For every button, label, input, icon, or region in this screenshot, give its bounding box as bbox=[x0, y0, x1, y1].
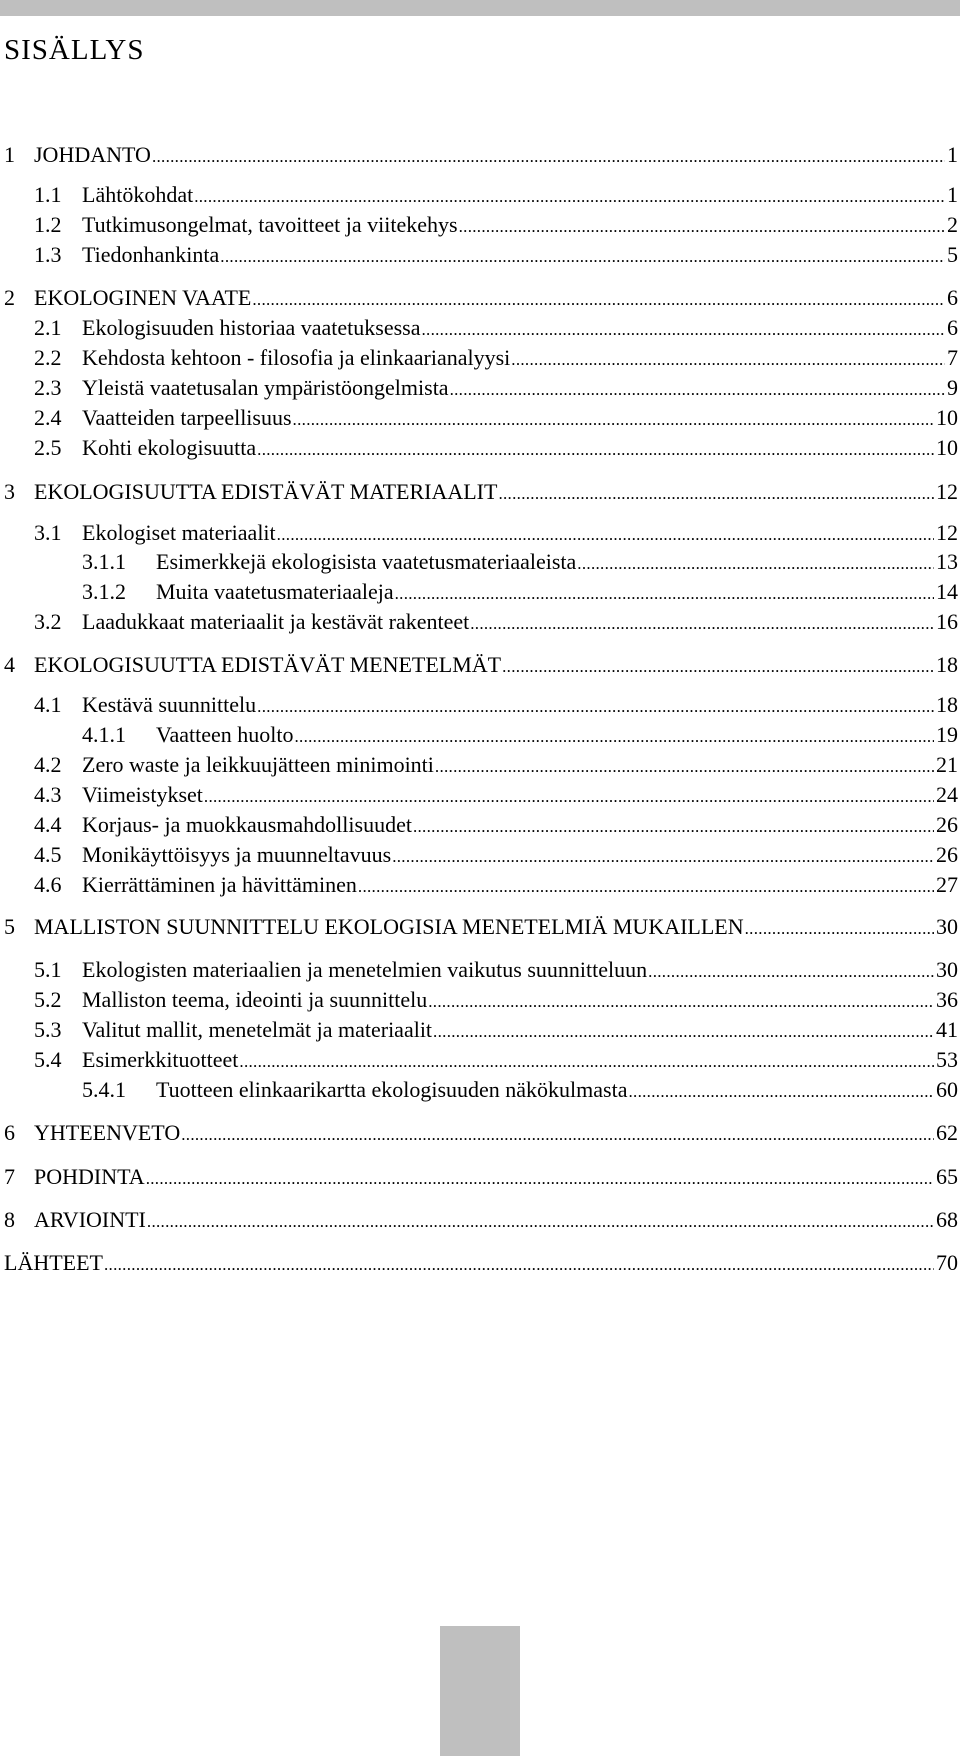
toc-entry-number: 1.1 bbox=[34, 182, 62, 207]
toc-entry[interactable] bbox=[4, 1118, 958, 1148]
toc-entry-page-number: 13 bbox=[936, 549, 958, 574]
toc-entry-page-number: 60 bbox=[936, 1077, 958, 1102]
toc-entry[interactable] bbox=[4, 1162, 958, 1192]
toc-entry-page-number: 1 bbox=[947, 142, 958, 167]
toc-entry[interactable] bbox=[4, 477, 958, 507]
toc-entry-number: 4.1 bbox=[34, 692, 62, 717]
toc-entry-label: Korjaus- ja muokkausmahdollisuudet bbox=[82, 812, 412, 837]
toc-entry-number: 3.1 bbox=[34, 520, 62, 545]
toc-entry[interactable] bbox=[34, 985, 958, 1015]
toc-entry-label: MALLISTON SUUNNITTELU EKOLOGISIA MENETELMIÄ MUKAILLEN bbox=[34, 914, 744, 939]
toc-entry[interactable] bbox=[4, 140, 958, 170]
toc-entry-page-number: 1 bbox=[947, 182, 958, 207]
toc-entry-page-number: 5 bbox=[947, 242, 958, 267]
toc-entry-page-number: 30 bbox=[936, 957, 958, 982]
toc-dot-leader bbox=[358, 872, 934, 902]
toc-entry-label: Kehdosta kehtoon - filosofia ja elinkaarianalyysi bbox=[82, 345, 511, 370]
toc-entry-number: 7 bbox=[4, 1164, 15, 1189]
toc-entry[interactable] bbox=[34, 1045, 958, 1075]
toc-entry-page-number: 9 bbox=[947, 375, 958, 400]
toc-entry[interactable] bbox=[4, 650, 958, 680]
toc-entry-label: Tuotteen elinkaarikartta ekologisuuden näkökulmasta bbox=[156, 1077, 628, 1102]
toc-entry-page-number: 70 bbox=[936, 1250, 958, 1275]
toc-dot-leader bbox=[577, 549, 934, 579]
toc-dot-leader bbox=[421, 315, 945, 345]
toc-entry-number: 8 bbox=[4, 1207, 15, 1232]
toc-entry-number: 5.1 bbox=[34, 957, 62, 982]
toc-entry[interactable] bbox=[34, 240, 958, 270]
toc-entry[interactable] bbox=[82, 547, 958, 577]
toc-entry-label: EKOLOGISUUTTA EDISTÄVÄT MATERIAALIT bbox=[34, 479, 498, 504]
toc-entry-page-number: 27 bbox=[936, 872, 958, 897]
toc-entry[interactable] bbox=[82, 720, 958, 750]
toc-entry-number: 2.4 bbox=[34, 405, 62, 430]
toc-entry[interactable] bbox=[34, 433, 958, 463]
toc-entry[interactable] bbox=[34, 210, 958, 240]
toc-entry-label: Ekologiset materiaalit bbox=[82, 520, 276, 545]
toc-dot-leader bbox=[239, 1047, 934, 1077]
page-title: SISÄLLYS bbox=[4, 34, 145, 66]
toc-dot-leader bbox=[433, 1017, 934, 1047]
toc-entry[interactable] bbox=[34, 750, 958, 780]
toc-entry[interactable] bbox=[34, 518, 958, 548]
toc-dot-leader bbox=[252, 285, 945, 315]
toc-entry-number: 4.6 bbox=[34, 872, 62, 897]
toc-dot-leader bbox=[294, 722, 934, 752]
toc-dot-leader bbox=[502, 652, 934, 682]
toc-entry[interactable] bbox=[4, 283, 958, 313]
toc-dot-leader bbox=[413, 812, 934, 842]
toc-entry-number: 5.2 bbox=[34, 987, 62, 1012]
toc-entry[interactable] bbox=[34, 313, 958, 343]
toc-entry-number: 4.4 bbox=[34, 812, 62, 837]
toc-entry-label: Ekologisten materiaalien ja menetelmien vaikutus suunnitteluun bbox=[82, 957, 648, 982]
toc-entry[interactable] bbox=[34, 343, 958, 373]
page-footer-block bbox=[440, 1626, 520, 1756]
toc-entry-number: 4.3 bbox=[34, 782, 62, 807]
toc-dot-leader bbox=[194, 182, 945, 212]
toc-entry[interactable] bbox=[34, 607, 958, 637]
toc-entry-page-number: 2 bbox=[947, 212, 958, 237]
toc-entry-label: Kohti ekologisuutta bbox=[82, 435, 257, 460]
toc-entry-label: JOHDANTO bbox=[34, 142, 151, 167]
toc-entry-page-number: 18 bbox=[936, 652, 958, 677]
toc-entry-page-number: 12 bbox=[936, 520, 958, 545]
toc-dot-leader bbox=[745, 914, 934, 944]
toc-entry-label: Esimerkkituotteet bbox=[82, 1047, 239, 1072]
toc-entry-number: 2.1 bbox=[34, 315, 62, 340]
toc-entry[interactable] bbox=[34, 1015, 958, 1045]
toc-entry-number: 6 bbox=[4, 1120, 15, 1145]
toc-dot-leader bbox=[277, 520, 934, 550]
toc-entry-number: 5.4.1 bbox=[82, 1077, 126, 1102]
toc-entry-page-number: 62 bbox=[936, 1120, 958, 1145]
toc-entry-label: Lähtökohdat bbox=[82, 182, 194, 207]
toc-dot-leader bbox=[146, 1164, 934, 1194]
toc-dot-leader bbox=[147, 1207, 934, 1237]
toc-entry-number: 5 bbox=[4, 914, 15, 939]
toc-dot-leader bbox=[511, 345, 945, 375]
toc-dot-leader bbox=[435, 752, 934, 782]
toc-dot-leader bbox=[498, 479, 934, 509]
toc-entry[interactable] bbox=[34, 870, 958, 900]
toc-entry-number: 2 bbox=[4, 285, 15, 310]
toc-entry[interactable] bbox=[34, 810, 958, 840]
toc-entry-label: Esimerkkejä ekologisista vaatetusmateriaaleista bbox=[156, 549, 577, 574]
toc-entry-number: 2.3 bbox=[34, 375, 62, 400]
toc-entry-number: 1 bbox=[4, 142, 15, 167]
toc-entry-number: 4.1.1 bbox=[82, 722, 126, 747]
toc-dot-leader bbox=[293, 405, 934, 435]
toc-entry-page-number: 10 bbox=[936, 405, 958, 430]
toc-entry[interactable] bbox=[34, 403, 958, 433]
toc-entry-number: 4 bbox=[4, 652, 15, 677]
toc-dot-leader bbox=[220, 242, 945, 272]
toc-entry-page-number: 10 bbox=[936, 435, 958, 460]
toc-entry[interactable] bbox=[34, 180, 958, 210]
toc-entry-label: Muita vaatetusmateriaaleja bbox=[156, 579, 394, 604]
toc-dot-leader bbox=[257, 435, 934, 465]
toc-dot-leader bbox=[152, 142, 945, 172]
toc-dot-leader bbox=[104, 1250, 934, 1280]
toc-entry-label: Kestävä suunnittelu bbox=[82, 692, 257, 717]
toc-entry-label: Laadukkaat materiaalit ja kestävät rakenteet bbox=[82, 609, 470, 634]
toc-entry-label: Tutkimusongelmat, tavoitteet ja viitekehys bbox=[82, 212, 458, 237]
toc-entry-number: 3.2 bbox=[34, 609, 62, 634]
toc-entry-label: Vaatteen huolto bbox=[156, 722, 294, 747]
toc-entry-number: 3.1.1 bbox=[82, 549, 126, 574]
toc-entry-page-number: 6 bbox=[947, 285, 958, 310]
toc-dot-leader bbox=[257, 692, 934, 722]
toc-entry-number: 1.2 bbox=[34, 212, 62, 237]
toc-entry[interactable] bbox=[4, 1205, 958, 1235]
toc-entry-page-number: 19 bbox=[936, 722, 958, 747]
toc-dot-leader bbox=[648, 957, 934, 987]
toc-entry-page-number: 53 bbox=[936, 1047, 958, 1072]
toc-dot-leader bbox=[450, 375, 945, 405]
toc-entry-page-number: 24 bbox=[936, 782, 958, 807]
toc-entry-page-number: 65 bbox=[936, 1164, 958, 1189]
toc-entry[interactable] bbox=[82, 577, 958, 607]
toc-entry-page-number: 21 bbox=[936, 752, 958, 777]
toc-entry-page-number: 7 bbox=[947, 345, 958, 370]
toc-entry-page-number: 36 bbox=[936, 987, 958, 1012]
toc-entry-number: 1.3 bbox=[34, 242, 62, 267]
toc-entry[interactable] bbox=[82, 1075, 958, 1105]
toc-entry-label: EKOLOGISUUTTA EDISTÄVÄT MENETELMÄT bbox=[34, 652, 502, 677]
toc-entry[interactable] bbox=[34, 690, 958, 720]
toc-dot-leader bbox=[470, 609, 934, 639]
toc-entry-label: Monikäyttöisyys ja muunneltavuus bbox=[82, 842, 392, 867]
toc-entry-number: 3.1.2 bbox=[82, 579, 126, 604]
toc-entry-label: Valitut mallit, menetelmät ja materiaalit bbox=[82, 1017, 433, 1042]
toc-entry-page-number: 14 bbox=[936, 579, 958, 604]
toc-entry-number: 3 bbox=[4, 479, 15, 504]
toc-entry-page-number: 18 bbox=[936, 692, 958, 717]
toc-dot-leader bbox=[459, 212, 945, 242]
toc-dot-leader bbox=[392, 842, 934, 872]
toc-entry-page-number: 26 bbox=[936, 812, 958, 837]
toc-entry-number: 2.2 bbox=[34, 345, 62, 370]
toc-entry-label: Vaatteiden tarpeellisuus bbox=[82, 405, 292, 430]
toc-entry-number: 2.5 bbox=[34, 435, 62, 460]
toc-entry-label: Tiedonhankinta bbox=[82, 242, 220, 267]
toc-entry-page-number: 41 bbox=[936, 1017, 958, 1042]
toc-entry-page-number: 30 bbox=[936, 914, 958, 939]
toc-entry-label: Malliston teema, ideointi ja suunnittelu bbox=[82, 987, 428, 1012]
toc-entry-number: 5.4 bbox=[34, 1047, 62, 1072]
toc-entry[interactable] bbox=[34, 840, 958, 870]
toc-entry-label: POHDINTA bbox=[34, 1164, 145, 1189]
toc-entry[interactable] bbox=[34, 955, 958, 985]
toc-dot-leader bbox=[428, 987, 934, 1017]
toc-entry-page-number: 12 bbox=[936, 479, 958, 504]
toc-entry[interactable] bbox=[4, 912, 958, 942]
toc-entry-label: Ekologisuuden historiaa vaatetuksessa bbox=[82, 315, 421, 340]
toc-entry-page-number: 6 bbox=[947, 315, 958, 340]
toc-entry-number: 5.3 bbox=[34, 1017, 62, 1042]
toc-dot-leader bbox=[204, 782, 934, 812]
toc-entry-label: Zero waste ja leikkuujätteen minimointi bbox=[82, 752, 434, 777]
toc-entry[interactable] bbox=[34, 780, 958, 810]
toc-entry-page-number: 26 bbox=[936, 842, 958, 867]
toc-entry[interactable] bbox=[4, 1248, 958, 1278]
toc-entry-page-number: 16 bbox=[936, 609, 958, 634]
toc-entry-label: Viimeistykset bbox=[82, 782, 203, 807]
toc-entry-number: 4.5 bbox=[34, 842, 62, 867]
toc-entry-label: Kierrättäminen ja hävittäminen bbox=[82, 872, 357, 897]
toc-entry-page-number: 68 bbox=[936, 1207, 958, 1232]
toc-dot-leader bbox=[181, 1120, 934, 1150]
toc-entry-label: LÄHTEET bbox=[4, 1250, 103, 1275]
toc-entry-number: 4.2 bbox=[34, 752, 62, 777]
toc-entry-label: ARVIOINTI bbox=[34, 1207, 146, 1232]
toc-dot-leader bbox=[395, 579, 934, 609]
toc-entry-label: YHTEENVETO bbox=[34, 1120, 181, 1145]
toc-entry[interactable] bbox=[34, 373, 958, 403]
toc-entry-label: Yleistä vaatetusalan ympäristöongelmista bbox=[82, 375, 449, 400]
toc-dot-leader bbox=[628, 1077, 934, 1107]
toc-entry-label: EKOLOGINEN VAATE bbox=[34, 285, 252, 310]
